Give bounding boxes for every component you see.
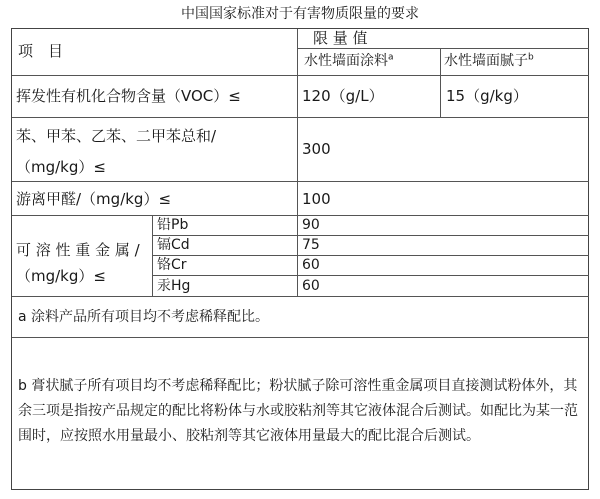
rule-limit-header [297,48,589,49]
rule-metal-3 [152,275,589,276]
metal-value: 90 [302,217,320,233]
benzene-value: 300 [302,140,331,158]
metal-name: 铅Pb [157,217,189,233]
header-col-putty: 水性墙面腻子$^b$ [444,52,534,69]
metal-value: 75 [302,237,320,253]
limits-table [11,28,589,490]
metals-label-line2: （mg/kg）≤ [16,267,106,285]
rule-benzene-bottom [12,181,589,182]
rule-header-bottom [12,75,589,76]
formaldehyde-value: 100 [302,190,331,208]
formaldehyde-label: 游离甲醛/（mg/kg）≤ [16,190,172,208]
benzene-label-line2: （mg/kg）≤ [16,158,106,176]
rule-metal-2 [152,255,589,256]
metal-name: 铬Cr [157,257,187,273]
rule-formaldehyde-bottom [12,215,589,216]
metal-name: 汞Hg [157,278,191,294]
rule-voc-bottom [12,117,589,118]
rule-note-a-bottom [12,337,589,338]
metals-label-line1: 可 溶 性 重 金 属 / [16,241,140,259]
metal-value: 60 [302,278,320,294]
metal-name: 镉Cd [157,237,190,253]
header-col-paint: 水性墙面涂料$^a$ [304,52,394,69]
rule-label-divider [297,29,298,296]
benzene-label-line1: 苯、甲苯、乙苯、二甲苯总和/ [16,127,217,145]
metal-value: 60 [302,257,320,273]
note-a: a 涂料产品所有项目均不考虑稀释配比。 [18,309,270,325]
rule-metals-bottom [12,296,589,297]
header-limit: 限 量 值 [313,29,368,47]
rule-metal-1 [152,235,589,236]
note-b: b 膏状腻子所有项目均不考虑稀释配比；粉状腻子除可溶性重金属项目直接测试粉体外，其余三项是指按产品规定的配比将粉体与水或胶粘剂等其它液体混合后测试。如配比为某一范围时，应按照水用量最小、胶粘剂等其它液体用量最大的配比混合后测试。 [18,378,578,444]
voc-paint-value: 120（g/L） [302,87,384,105]
rule-metal-name-divider [152,215,153,296]
voc-putty-value: 15（g/kg） [446,87,528,105]
rule-value-divider [440,48,441,117]
table-caption: 中国国家标准对于有害物质限量的要求 [181,6,419,22]
header-item: 项 目 [18,42,64,60]
voc-label: 挥发性有机化合物含量（VOC）≤ [16,87,241,105]
